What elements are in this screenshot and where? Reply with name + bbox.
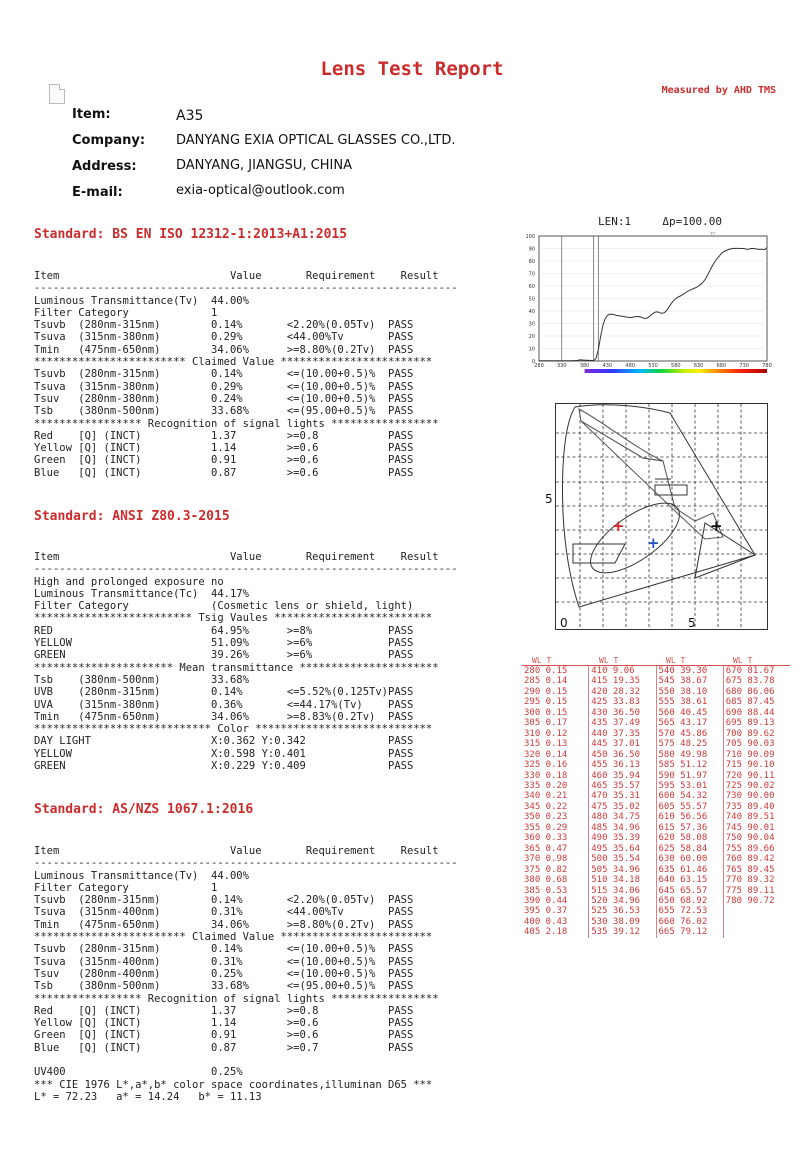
x-tick-label: 430 [602, 363, 613, 369]
x-tick-label: 680 [716, 363, 727, 369]
axis-label-five-x: 5 [688, 616, 696, 630]
x-tick-label: 730 [739, 363, 749, 369]
y-axis-ticks [525, 234, 535, 365]
black-point-marker: + [710, 517, 723, 535]
y-tick-label: 30 [528, 321, 535, 328]
standard-en-iso-results: Item Value Requirement Result ------------------------------------------------------------------- Luminous Transmittance(Tv) 44.00% Filter Category 1 Tsuvb (280nm-315nm) 0.14% <2.20%(0.05Tv) PASS Tsuva (315nm-380nm) 0.29% <44.00%Tv PASS Tmin (475nm-650nm) 34.06% >=8.80%(0.2Tv) PASS ************************ Claimed Value ************************ Tsuvb (280nm-315nm) 0.14% <=(10.00+0.5)% PASS Tsuva (315nm-380nm) 0.29% <=(10.00+0.5)% PASS Tsuv (280nm-380nm) 0.24% <=(10.00+0.5)% PASS Tsb (380nm-500nm) 33.68% <=(95.00+0.5)% PASS ***************** Recognition of signal lights ***************** Red [Q] (INCT) 1.37 >=0.8 PASS Yellow [Q] (INCT) 1.14 >=0.6 PASS Green [Q] (INCT) 0.91 >=0.6 PASS Blue [Q] (INCT) 0.87 >=0.6 PASS [34, 270, 458, 479]
y-tick-label: 90 [528, 246, 535, 253]
wavelength-transmittance-table [522, 657, 790, 938]
wl-column-2: 410 9.06 415 19.35 420 28.32 425 33.83 430 36.50 435 37.49 440 37.35 445 37.01 450 36.50 455 36.13 460 35.94 465 35.57 470 35.31 475 35.02 480 34.75 485 34.96 490 35.39 495 35.64 500 35.54 505 34.96 510 34.18 515 34.06 520 34.96 525 36.53 530 38.09 535 39.12 [588, 666, 655, 938]
wl-header-2: WL T [599, 656, 619, 665]
y-tick-label: 40 [528, 309, 535, 315]
address-value: DANYANG, JIANGSU, CHINA [176, 158, 352, 173]
email-label: E-mail: [72, 185, 123, 200]
company-label: Company: [72, 133, 146, 148]
x-tick-label: 480 [625, 363, 635, 369]
x-tick-label: 380 [579, 363, 590, 369]
standard-asnzs-results: Item Value Requirement Result ------------------------------------------------------------------- Luminous Transmittance(Tv) 44.00% Filter Category 1 Tsuvb (280nm-315nm) 0.14% <2.20%(0.05Tv) PASS Tsuva (315nm-400nm) 0.31% <44.00%Tv PASS Tmin (475nm-650nm) 34.06% >=8.80%(0.2Tv) PASS ************************ Claimed Value ************************ Tsuvb (280nm-315nm) 0.14% <=(10.00+0.5)% PASS Tsuva (315nm-400nm) 0.31% <=(10.00+0.5)% PASS Tsuv (280nm-400nm) 0.25% <=(10.00+0.5)% PASS Tsb (380nm-500nm) 33.68% <=(95.00+0.5)% PASS ***************** Recognition of signal lights ***************** Red [Q] (INCT) 1.37 >=0.8 PASS Yellow [Q] (INCT) 1.14 >=0.6 PASS Green [Q] (INCT) 0.91 >=0.6 PASS Blue [Q] (INCT) 0.87 >=0.7 PASS UV400 0.25% *** CIE 1976 L*,a*,b* color space coordinates,illuminan D65 *** L* = 72.23 a* = 14.24 b* = 11.13 [34, 845, 458, 1103]
item-label: Item: [72, 107, 111, 122]
y-tick-label: 10 [528, 346, 535, 353]
x-tick-label: 530 [648, 363, 658, 369]
item-value: A35 [176, 108, 204, 124]
x-axis-ticks [534, 363, 772, 369]
wl-table-header [522, 657, 790, 666]
document-icon [49, 84, 65, 104]
x-tick-label: 330 [557, 363, 567, 369]
wl-header-4: WL T [733, 656, 753, 665]
standard-en-iso-title: Standard: BS EN ISO 12312-1:2013+A1:2015 [34, 227, 348, 242]
chromaticity-diagram [555, 403, 768, 630]
len-label: LEN:1 [598, 215, 632, 228]
chromaticity-frame [556, 404, 768, 630]
chromaticity-label-left: 5 [545, 492, 553, 506]
y-tick-label: 50 [528, 296, 535, 303]
report-title: Lens Test Report [320, 58, 504, 80]
axis-label-zero: 0 [560, 616, 568, 630]
y-tick-label: 60 [528, 284, 535, 290]
x-tick-label: 580 [671, 363, 681, 369]
standard-ansi-results: Item Value Requirement Result ------------------------------------------------------------------- High and prolonged exposure no Luminous Transmittance(Tc) 44.17% Filter Category (Cosmetic lens or shield, light) ************************* Tsig Vaules ************************* RED 64.95% >=8% PASS YELLOW 51.09% >=6% PASS GREEN 39.26% >=6% PASS ********************** Mean transmittance ********************** Tsb (380nm-500nm) 33.68% UVB (280nm-315nm) 0.14% <=5.52%(0.125Tv)PASS UVA (315nm-380nm) 0.36% <=44.17%(Tv) PASS Tmin (475nm-650nm) 34.06% >=8.83%(0.2Tv) PASS **************************** Color **************************** DAY LIGHT X:0.362 Y:0.342 PASS YELLOW X:0.598 Y:0.401 PASS GREEN X:0.229 Y:0.409 PASS [34, 551, 458, 773]
measured-by-label: Measured by AHD TMS [661, 85, 776, 96]
spectrum-chart-header [598, 215, 722, 228]
delta-label: Δp=100.00 [662, 215, 722, 228]
x-tick-label: 630 [693, 363, 704, 369]
y-tick-label: 100 [525, 234, 535, 240]
transmittance-spectrum-chart [500, 228, 790, 380]
y-tick-label: 20 [528, 334, 535, 340]
y-tick-label: 80 [528, 259, 535, 265]
wl-table-body [522, 666, 790, 938]
email-value: exia-optical@outlook.com [176, 183, 345, 198]
address-label: Address: [72, 159, 137, 174]
wl-column-1: 280 0.15 285 0.14 290 0.15 295 0.15 300 0.15 305 0.17 310 0.12 315 0.13 320 0.14 325 0.16 330 0.18 335 0.20 340 0.21 345 0.22 350 0.23 355 0.29 360 0.33 365 0.47 370 0.98 375 0.82 380 0.68 385 0.53 390 0.44 395 0.37 400 0.43 405 2.18 [524, 666, 568, 938]
y-tick-label: 0 [531, 359, 535, 365]
standard-asnzs-title: Standard: AS/NZS 1067.1:2016 [34, 802, 254, 817]
wl-header-3: WL T [666, 656, 686, 665]
x-tick-label: 280 [534, 363, 544, 369]
wl-header-1: WL T [532, 656, 552, 665]
y-tick-label: 70 [528, 271, 535, 278]
wl-column-3: 540 39.30 545 38.67 550 38.10 555 38.61 560 40.45 565 43.17 570 45.86 575 48.25 580 49.98 585 51.12 590 51.97 595 53.01 600 54.32 605 55.57 610 56.56 615 57.36 620 58.08 625 58.84 630 60.00 635 61.46 640 63.15 645 65.57 650 68.92 655 72.53 660 76.02 665 79.12 [656, 666, 723, 938]
blue-point-marker: + [647, 534, 660, 552]
red-point-marker: + [612, 517, 625, 535]
company-value: DANYANG EXIA OPTICAL GLASSES CO.,LTD. [176, 133, 456, 148]
chart-marker-label: TC [710, 232, 717, 238]
visible-spectrum-bar [585, 369, 767, 373]
standard-ansi-title: Standard: ANSI Z80.3-2015 [34, 509, 230, 524]
x-tick-label: 780 [762, 363, 772, 369]
wl-column-4: 670 81.67 675 83.78 680 86.06 685 87.45 690 88.44 695 89.13 700 89.62 705 90.03 710 90.09 715 90.10 720 90.11 725 90.02 730 90.00 735 89.40 740 89.51 745 90.01 750 90.04 755 89.66 760 89.42 765 89.45 770 89.32 775 89.11 780 90.72 [723, 666, 790, 938]
